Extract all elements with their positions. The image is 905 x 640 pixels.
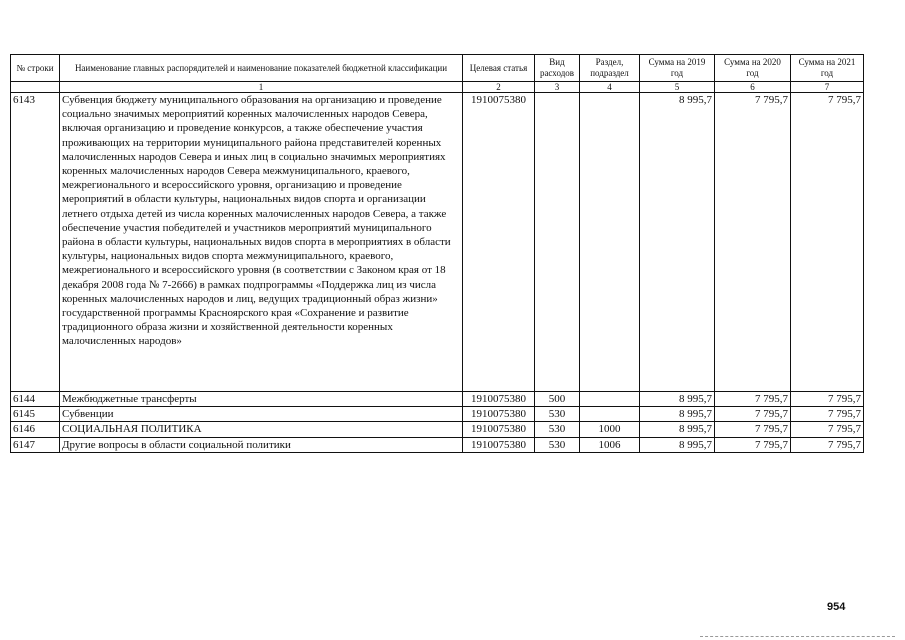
row-target-article: 1910075380 bbox=[463, 437, 535, 452]
row-name: Межбюджетные трансферты bbox=[60, 392, 463, 407]
row-section bbox=[580, 93, 640, 392]
row-number: 6146 bbox=[11, 422, 60, 437]
row-sum-2019: 8 995,7 bbox=[640, 407, 715, 422]
row-sum-2020: 7 795,7 bbox=[715, 392, 791, 407]
header-sum-2020: Сумма на 2020 год bbox=[715, 55, 791, 82]
table-row bbox=[11, 422, 864, 437]
row-sum-2020: 7 795,7 bbox=[715, 407, 791, 422]
row-sum-2020: 7 795,7 bbox=[715, 93, 791, 392]
row-target-article: 1910075380 bbox=[463, 93, 535, 392]
header-section: Раздел, подраздел bbox=[580, 55, 640, 82]
budget-table bbox=[10, 54, 864, 453]
header-target-article: Целевая статья bbox=[463, 55, 535, 82]
table-row bbox=[11, 437, 864, 452]
column-number-row bbox=[11, 82, 864, 93]
header-row bbox=[11, 55, 864, 82]
row-sum-2020: 7 795,7 bbox=[715, 422, 791, 437]
row-expense-type: 530 bbox=[535, 407, 580, 422]
column-number: 4 bbox=[580, 82, 640, 93]
row-section bbox=[580, 392, 640, 407]
column-number: 6 bbox=[715, 82, 791, 93]
row-number: 6144 bbox=[11, 392, 60, 407]
row-sum-2019: 8 995,7 bbox=[640, 93, 715, 392]
page-number: 954 bbox=[827, 601, 846, 613]
row-expense-type: 530 bbox=[535, 422, 580, 437]
row-sum-2019: 8 995,7 bbox=[640, 422, 715, 437]
row-sum-2020: 7 795,7 bbox=[715, 437, 791, 452]
scan-edge-divider bbox=[700, 636, 895, 637]
row-sum-2021: 7 795,7 bbox=[791, 422, 864, 437]
row-target-article: 1910075380 bbox=[463, 422, 535, 437]
row-name: Субвенция бюджету муниципального образования на организацию и проведение социально значимых мероприятий коренных малочисленных народов Севера, включая организацию и проведение конкурсов, а также обеспечение участия проживающих на территории муниципального района представителей коренных малочисленных народов Севера и иных лиц в социально значимых мероприятиях коренных малочисленных народов Севера межмуниципального, краевого, межрегионального и всероссийского уровня, организацию и проведение мероприятий в области культуры, национальных видов спорта и организации летнего отдыха детей из числа коренных малочисленных народов Севера, а также обеспечение участия победителей и участников мероприятий муниципального района в области культуры, национальных видов спорта в мероприятиях в области культуры, национальных видов спорта межмуниципального, краевого, межрегионального и всероссийского уровня (в соответствии с Законом края от 18 декабря 2008 года № 7-2666) в рамках подпрограммы «Поддержка лиц из числа коренных малочисленных народов и лиц, ведущих традиционный образ жизни» государственной программы Красноярского края «Сохранение и развитие традиционного образа жизни и хозяйственной деятельности коренных малочисленных народов» bbox=[60, 93, 463, 392]
row-sum-2021: 7 795,7 bbox=[791, 93, 864, 392]
column-number: 1 bbox=[60, 82, 463, 93]
header-row-number: № строки bbox=[11, 55, 60, 82]
column-number: 5 bbox=[640, 82, 715, 93]
table-row bbox=[11, 392, 864, 407]
row-section bbox=[580, 407, 640, 422]
row-section: 1000 bbox=[580, 422, 640, 437]
row-target-article: 1910075380 bbox=[463, 392, 535, 407]
header-name: Наименование главных распорядителей и наименование показателей бюджетной классификации bbox=[60, 55, 463, 82]
row-sum-2021: 7 795,7 bbox=[791, 392, 864, 407]
row-expense-type bbox=[535, 93, 580, 392]
row-sum-2019: 8 995,7 bbox=[640, 437, 715, 452]
row-number: 6143 bbox=[11, 93, 60, 392]
row-name: СОЦИАЛЬНАЯ ПОЛИТИКА bbox=[60, 422, 463, 437]
row-name: Другие вопросы в области социальной политики bbox=[60, 437, 463, 452]
row-sum-2021: 7 795,7 bbox=[791, 437, 864, 452]
row-sum-2019: 8 995,7 bbox=[640, 392, 715, 407]
row-sum-2021: 7 795,7 bbox=[791, 407, 864, 422]
row-number: 6147 bbox=[11, 437, 60, 452]
row-number: 6145 bbox=[11, 407, 60, 422]
column-number: 7 bbox=[791, 82, 864, 93]
table-row bbox=[11, 93, 864, 392]
column-number: 2 bbox=[463, 82, 535, 93]
row-expense-type: 530 bbox=[535, 437, 580, 452]
row-name: Субвенции bbox=[60, 407, 463, 422]
header-sum-2021: Сумма на 2021 год bbox=[791, 55, 864, 82]
column-number: 3 bbox=[535, 82, 580, 93]
row-target-article: 1910075380 bbox=[463, 407, 535, 422]
table-row bbox=[11, 407, 864, 422]
header-expense-type: Вид расходов bbox=[535, 55, 580, 82]
column-number-blank bbox=[11, 82, 60, 93]
header-sum-2019: Сумма на 2019 год bbox=[640, 55, 715, 82]
row-expense-type: 500 bbox=[535, 392, 580, 407]
row-section: 1006 bbox=[580, 437, 640, 452]
